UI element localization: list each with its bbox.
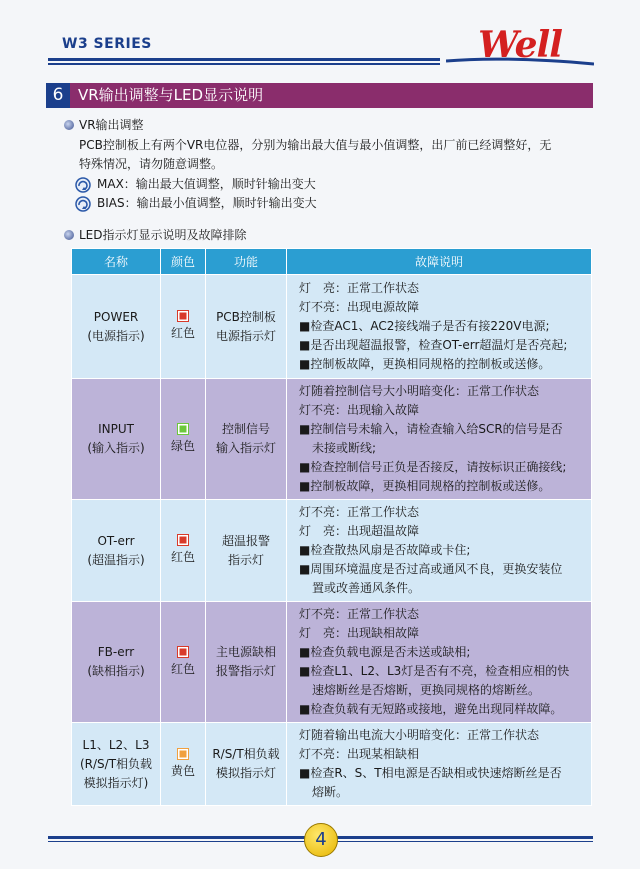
table-row	[72, 275, 592, 379]
series-label: W3 SERIES	[62, 36, 152, 52]
led-heading: LED指示灯显示说明及故障排除	[79, 228, 247, 242]
led-indicator-icon	[177, 646, 189, 658]
vr-bias: BIAS：输出最小值调整，顺时针输出变大	[97, 196, 317, 210]
fault-line: ■是否出现超温报警，检查OT-err超温灯是否亮起;	[299, 338, 568, 352]
fault-line: 置或改善通风条件。	[312, 581, 421, 595]
led-name: POWER	[93, 309, 139, 324]
col-header-name: 名称	[72, 249, 161, 275]
fault-line: 灯 亮：出现缺相故障	[299, 626, 420, 640]
func-line: PCB控制板	[216, 309, 276, 324]
func-line: 报警指示灯	[215, 664, 276, 678]
fault-line: ■检查AC1、AC2接线端子是否有接220V电源;	[299, 319, 550, 333]
func-line: 控制信号	[221, 422, 270, 436]
fault-line: ■控制板故障，更换相同规格的控制板或送修。	[299, 357, 551, 371]
fault-line: ■检查L1、L2、L3灯是否有不亮，检查相应相的快	[299, 664, 570, 678]
fault-line: ■检查控制信号正负是否接反，请按标识正确接线;	[299, 460, 567, 474]
fault-line: ■周围环境温度是否过高或通风不良，更换安装位	[299, 562, 563, 576]
led-name-sub: (超温指示)	[87, 552, 145, 567]
led-color: 黄色	[170, 763, 195, 778]
fault-line: 灯不亮：出现电源故障	[299, 300, 420, 314]
func-line: 超温报警	[221, 533, 270, 548]
led-name: FB-err	[97, 645, 135, 659]
fault-line: ■检查R、S、T相电源是否缺相或快速熔断丝是否	[299, 766, 562, 780]
section-title: VR输出调整与LED显示说明	[78, 86, 264, 104]
cell-fault	[287, 602, 592, 723]
page-number: 4	[304, 823, 338, 857]
fault-line: 灯不亮：正常工作状态	[299, 505, 420, 519]
cell-function	[206, 723, 287, 806]
page-header	[48, 24, 593, 68]
bullet-icon	[64, 120, 74, 130]
fault-line: 灯 亮：正常工作状态	[299, 281, 420, 295]
led-indicator-icon	[177, 423, 189, 435]
fault-line: 灯 亮：出现超温故障	[299, 524, 420, 538]
cell-color	[161, 723, 206, 806]
cell-color	[161, 275, 206, 379]
header-rule-thin	[48, 63, 440, 65]
fault-line: ■检查负载有无短路或接地，避免出现同样故障。	[299, 702, 563, 716]
table-row	[72, 723, 592, 806]
vr-desc-line1: PCB控制板上有两个VR电位器，分别为输出最大值与最小值调整，出厂前已经调整好，无	[79, 138, 552, 152]
brand-logo: Well	[478, 24, 562, 66]
cell-fault	[287, 275, 592, 379]
header-rule	[48, 58, 440, 61]
fault-line: ■检查负载电源是否未送或缺相;	[299, 645, 471, 659]
table-row	[72, 379, 592, 500]
cell-function	[206, 379, 287, 500]
func-line: 主电源缺相	[215, 645, 276, 659]
fault-line: 未接或断线;	[312, 441, 377, 455]
table-row	[72, 500, 592, 602]
cell-fault	[287, 723, 592, 806]
col-header-color: 颜色	[161, 249, 206, 275]
cell-function	[206, 602, 287, 723]
cell-function	[206, 500, 287, 602]
func-line: R/S/T相负载	[212, 747, 280, 761]
cell-fault	[287, 379, 592, 500]
led-table	[71, 248, 592, 806]
led-name-sub: (输入指示)	[87, 441, 145, 455]
led-name-sub: (缺相指示)	[87, 664, 145, 678]
led-name: L1、L2、L3	[82, 737, 150, 752]
led-color: 红色	[170, 661, 195, 676]
fault-line: 灯随着输出电流大小明暗变化：正常工作状态	[299, 728, 540, 742]
led-color: 绿色	[170, 438, 195, 453]
fault-line: ■控制板故障，更换相同规格的控制板或送修。	[299, 479, 551, 493]
fault-line: 灯不亮：出现某相缺相	[299, 747, 420, 761]
func-line: 指示灯	[227, 552, 264, 567]
cell-name	[72, 602, 161, 723]
potentiometer-icon	[75, 177, 91, 193]
fault-line: 灯随着控制信号大小明暗变化：正常工作状态	[299, 384, 540, 398]
led-name-sub: (R/S/T相负载	[79, 756, 153, 771]
col-header-function: 功能	[206, 249, 287, 275]
led-color: 红色	[170, 550, 195, 564]
func-line: 电源指示灯	[215, 328, 276, 343]
bullet-icon	[64, 230, 74, 240]
led-name: INPUT	[98, 422, 134, 436]
cell-color	[161, 602, 206, 723]
table-header-row	[72, 249, 592, 275]
cell-fault	[287, 500, 592, 602]
cell-function	[206, 275, 287, 379]
led-indicator-icon	[177, 748, 189, 760]
fault-line: ■检查散热风扇是否故障或卡住;	[299, 543, 471, 557]
fault-line: 速熔断丝是否熔断，更换同规格的熔断丝。	[312, 683, 541, 697]
led-name: OT-err	[97, 533, 135, 548]
func-line: 模拟指示灯	[215, 766, 276, 780]
cell-name	[72, 723, 161, 806]
col-header-fault: 故障说明	[287, 249, 592, 275]
section-number: 6	[46, 83, 70, 108]
cell-color	[161, 500, 206, 602]
led-indicator-icon	[177, 310, 189, 322]
cell-color	[161, 379, 206, 500]
table-row	[72, 602, 592, 723]
vr-desc-line2: 特殊情况，请勿随意调整。	[79, 157, 224, 171]
fault-line: 灯不亮：正常工作状态	[299, 607, 420, 621]
cell-name	[72, 500, 161, 602]
cell-name	[72, 275, 161, 379]
fault-line: 熔断。	[312, 785, 349, 799]
fault-line: 灯不亮：出现输入故障	[299, 403, 420, 417]
func-line: 输入指示灯	[215, 441, 276, 455]
cell-name	[72, 379, 161, 500]
led-name-sub: (电源指示)	[87, 328, 145, 343]
potentiometer-icon	[75, 196, 91, 212]
vr-max: MAX：输出最大值调整，顺时针输出变大	[97, 177, 316, 191]
vr-heading: VR输出调整	[79, 118, 144, 132]
led-name-sub: 模拟指示灯)	[83, 775, 149, 790]
fault-line: ■控制信号未输入，请检查输入给SCR的信号是否	[299, 422, 563, 436]
led-indicator-icon	[177, 534, 189, 546]
led-color: 红色	[170, 326, 195, 340]
section-bar	[46, 83, 593, 108]
